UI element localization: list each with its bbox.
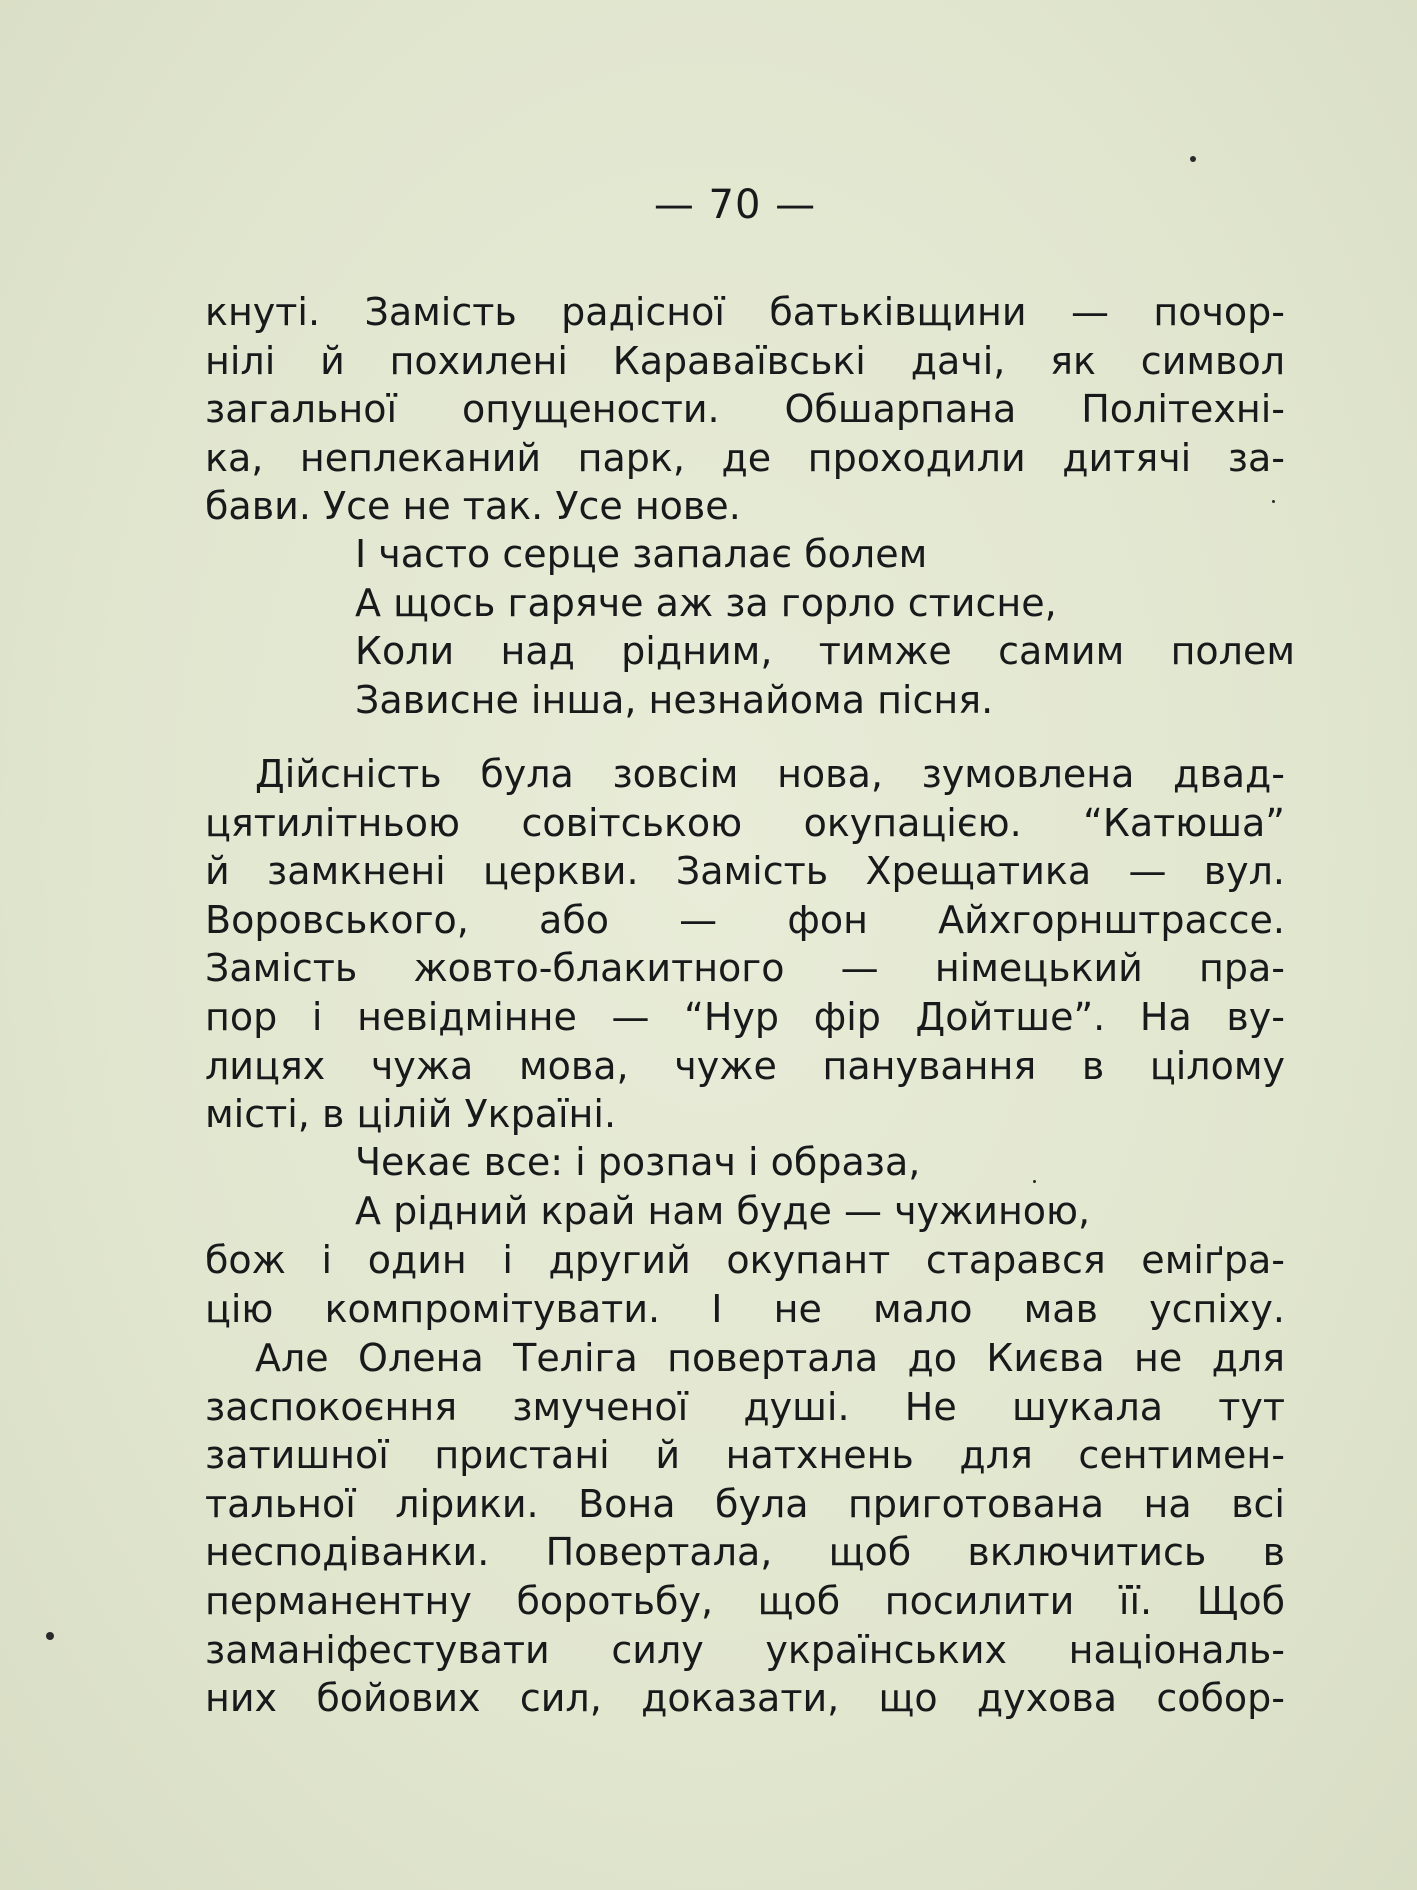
text-line: нілі й похилені Караваївські дачі, як символ [205,338,1285,383]
paper-speck [1272,500,1275,503]
text-line: цію компромітувати. І не мало мав успіху. [205,1286,1285,1331]
paragraph-2 [205,750,1285,1139]
verse-2 [355,1138,1295,1235]
text-line: пор і невідмінне — “Нур фір Дойтше”. На ву- [205,994,1285,1039]
verse-line: Зависне інша, незнайома пісня. [355,677,994,722]
verse-1 [355,530,1295,724]
paper-speck [46,1632,54,1640]
verse-line: Коли над рідним, тимже самим полем [355,629,1295,674]
paper-speck [1033,1180,1036,1183]
text-line: перманентну боротьбу, щоб посилити її. Щоб [205,1578,1285,1623]
text-line: Дійсність була зовсім нова, зумовлена двад- [255,752,1285,796]
verse-line: А щось гаряче аж за горло стисне, [355,580,1057,625]
text-line: Але Олена Теліга повертала до Києва не для [255,1336,1285,1380]
text-line: ка, неплеканий парк, де проходили дитячі за- [205,435,1285,480]
text-line: загальної опущености. Обшарпана Політехні- [205,387,1285,432]
paragraph-1 [205,288,1285,531]
text-line: них бойових сил, доказати, що духова собор- [205,1676,1285,1721]
verse-line: Чекає все: і розпач і образа, [355,1140,921,1184]
text-line: заманіфестувати силу українських національ- [205,1627,1285,1672]
verse-line: І часто серце запалає болем [355,532,928,576]
verse-line: А рідний край нам буде — чужиною, [355,1188,1091,1233]
paragraph-4 [205,1334,1285,1723]
text-line: й замкнені церкви. Замість Хрещатика — вул. [205,849,1285,894]
paragraph-3 [205,1236,1285,1333]
text-line: заспокоєння змученої душі. Не шукала тут [205,1384,1285,1429]
text-line: затишної пристані й натхнень для сентимен- [205,1433,1285,1478]
text-line: Замість жовто-блакитного — німецький пра- [205,946,1285,991]
text-line: Воровського, або — фон Айхгорнштрассе. [205,897,1285,942]
text-line: лицях чужа мова, чуже панування в цілому [205,1043,1285,1088]
text-line: тальної лірики. Вона була приготована на всі [205,1481,1285,1526]
page-number: — 70 — [653,182,817,228]
text-line: несподіванки. Повертала, щоб включитись в [205,1530,1285,1575]
paper-speck [1190,156,1196,162]
text-line: кнуті. Замість радісної батьківщини — почор- [205,290,1285,334]
text-line: місті, в цілій Україні. [205,1092,617,1137]
text-line: бави. Усе не так. Усе нове. [205,484,741,529]
text-line: бож і один і другий окупант старався еміґра- [205,1238,1285,1282]
text-line: цятилітньою совітською окупацією. “Катюша” [205,800,1285,845]
